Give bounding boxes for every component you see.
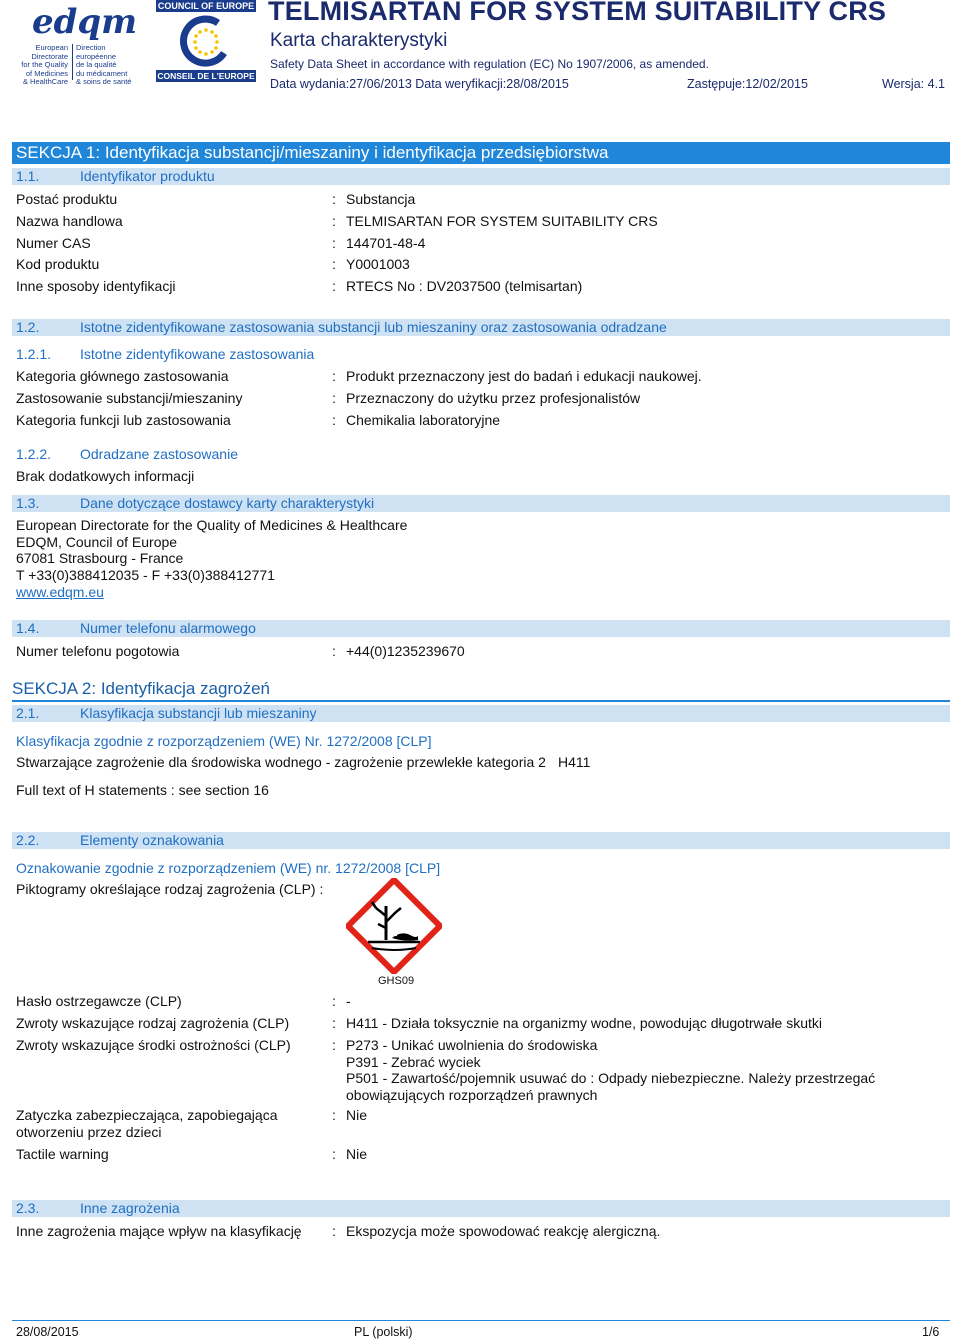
replaces-date: Zastępuje:12/02/2015 [687, 77, 808, 91]
issue-dates: Data wydania:27/06/2013 Data weryfikacji:28/08/2015 [270, 77, 569, 91]
subsection-1-1: 1.1. Identyfikator produktu [12, 168, 950, 185]
row-value: Produkt przeznaczony jest do badań i edukacji naukowej. [346, 368, 702, 384]
subsection-2-2: 2.2. Elementy oznakowania [12, 832, 950, 849]
edqm-logo-caption-right: Direction européenne de la qualité du médicament & soins de santé [76, 43, 132, 86]
version: Wersja: 4.1 [882, 77, 945, 91]
row-label: Kategoria głównego zastosowania [16, 368, 229, 384]
p-statements-label: Zwroty wskazujące środki ostrożności (CLP) [16, 1037, 291, 1053]
p-statements-value: P273 - Unikać uwolnienia do środowiska P391 - Zebrać wyciek P501 - Zawartość/pojemnik usuwać do : Odpady niebezpieczne. Należy przestrzegać obowiązujących rozporządzeń prawnych [346, 1037, 876, 1103]
coe-bottom-text: CONSEIL DE L'EUROPE [157, 71, 255, 81]
no-info-text: Brak dodatkowych informacji [16, 468, 195, 484]
row-label: Inne sposoby identyfikacji [16, 278, 176, 294]
tactile-warning-label: Tactile warning [16, 1146, 109, 1162]
full-text-note: Full text of H statements : see section 16 [16, 782, 269, 798]
clp-classification-title: Klasyfikacja zgodnie z rozporządzeniem (WE) Nr. 1272/2008 [CLP] [16, 733, 432, 749]
row-label: Kategoria funkcji lub zastosowania [16, 412, 231, 428]
row-label: Zastosowanie substancji/mieszaniny [16, 390, 243, 406]
row-value: Substancja [346, 191, 416, 207]
environment-hazard-pictogram-icon [346, 878, 442, 974]
row-value: RTECS No : DV2037500 (telmisartan) [346, 278, 583, 294]
subsection-1-2: 1.2. Istotne zidentyfikowane zastosowania substancji lub mieszaniny oraz zastosowania odradzane [12, 319, 950, 336]
edqm-logo [12, 2, 138, 86]
row-label: Postać produktu [16, 191, 118, 207]
labelling-title: Oznakowanie zgodnie z rozporządzeniem (WE) nr. 1272/2008 [CLP] [16, 860, 441, 876]
child-resistant-label: Zatyczka zabezpieczająca, zapobiegająca otworzeniu przez dzieci [16, 1107, 278, 1140]
edqm-logo-wordmark: edqm [32, 2, 138, 42]
section-2-heading: SEKCJA 2: Identyfikacja zagrożeń [12, 679, 270, 698]
document-subtitle: Karta charakterystyki [270, 30, 448, 51]
row-value: Przeznaczony do użytku przez profesjonalistów [346, 390, 641, 406]
emergency-phone: +44(0)1235239670 [346, 643, 465, 659]
pictogram-label: Piktogramy określające rodzaj zagrożenia (CLP) : [16, 881, 324, 897]
footer-divider [12, 1320, 950, 1321]
row-value: 144701-48-4 [346, 235, 426, 251]
tactile-warning-value: Nie [346, 1146, 368, 1162]
emergency-label: Numer telefonu pogotowia [16, 643, 180, 659]
section-1-heading: SEKCJA 1: Identyfikacja substancji/mieszaniny i identyfikacja przedsiębiorstwa [12, 142, 950, 164]
row-value: Y0001003 [346, 256, 410, 272]
council-of-europe-logo [156, 0, 256, 84]
regulation-note: Safety Data Sheet in accordance with regulation (EC) No 1907/2006, as amended. [270, 57, 709, 71]
edqm-logo-caption-left: European Directorate for the Quality of Medicines & HealthCare [21, 43, 68, 86]
website-link[interactable]: www.edqm.eu [16, 583, 104, 600]
footer-language: PL (polski) [354, 1325, 413, 1339]
other-hazards-value: Ekspozycja może spowodować reakcję alergiczną. [346, 1223, 661, 1239]
document-title: TELMISARTAN FOR SYSTEM SUITABILITY CRS [268, 0, 887, 26]
subsection-2-3: 2.3. Inne zagrożenia [12, 1200, 950, 1217]
footer-page-number: 1/6 [922, 1325, 940, 1339]
hazard-code: H411 [557, 754, 591, 770]
pictogram-code: GHS09 [378, 975, 415, 987]
coe-top-text: COUNCIL OF EUROPE [157, 1, 255, 11]
row-label: Nazwa handlowa [16, 213, 123, 229]
row-label: Numer CAS [16, 235, 91, 251]
hazard-statement: Stwarzające zagrożenie dla środowiska wodnego - zagrożenie przewlekłe kategoria 2 H411 [16, 754, 591, 770]
subsection-1-4: 1.4. Numer telefonu alarmowego [12, 620, 950, 637]
signal-word-label: Hasło ostrzegawcze (CLP) [16, 993, 182, 1009]
child-resistant-value: Nie [346, 1107, 368, 1123]
supplier-address: European Directorate for the Quality of Medicines & Healthcare EDQM, Council of Europe 67081 Strasbourg - France T +33(0)388412035 - F +33(0)388412771 www.edqm.eu [16, 517, 408, 600]
row-label: Kod produktu [16, 256, 100, 272]
row-value: TELMISARTAN FOR SYSTEM SUITABILITY CRS [346, 213, 658, 229]
coe-emblem-icon [178, 15, 234, 69]
footer-date: 28/08/2015 [16, 1325, 79, 1339]
other-hazards-label: Inne zagrożenia mające wpływ na klasyfikację [16, 1223, 302, 1239]
section-2-underline [12, 700, 950, 702]
signal-word-value: - [346, 993, 351, 1009]
row-value: Chemikalia laboratoryjne [346, 412, 501, 428]
subsection-2-1: 2.1. Klasyfikacja substancji lub mieszaniny [12, 705, 950, 722]
h-statements-value: H411 - Działa toksycznie na organizmy wodne, powodując długotrwałe skutki [346, 1015, 822, 1031]
subsection-1-3: 1.3. Dane dotyczące dostawcy karty charakterystyki [12, 495, 950, 512]
h-statements-label: Zwroty wskazujące rodzaj zagrożenia (CLP) [16, 1015, 290, 1031]
